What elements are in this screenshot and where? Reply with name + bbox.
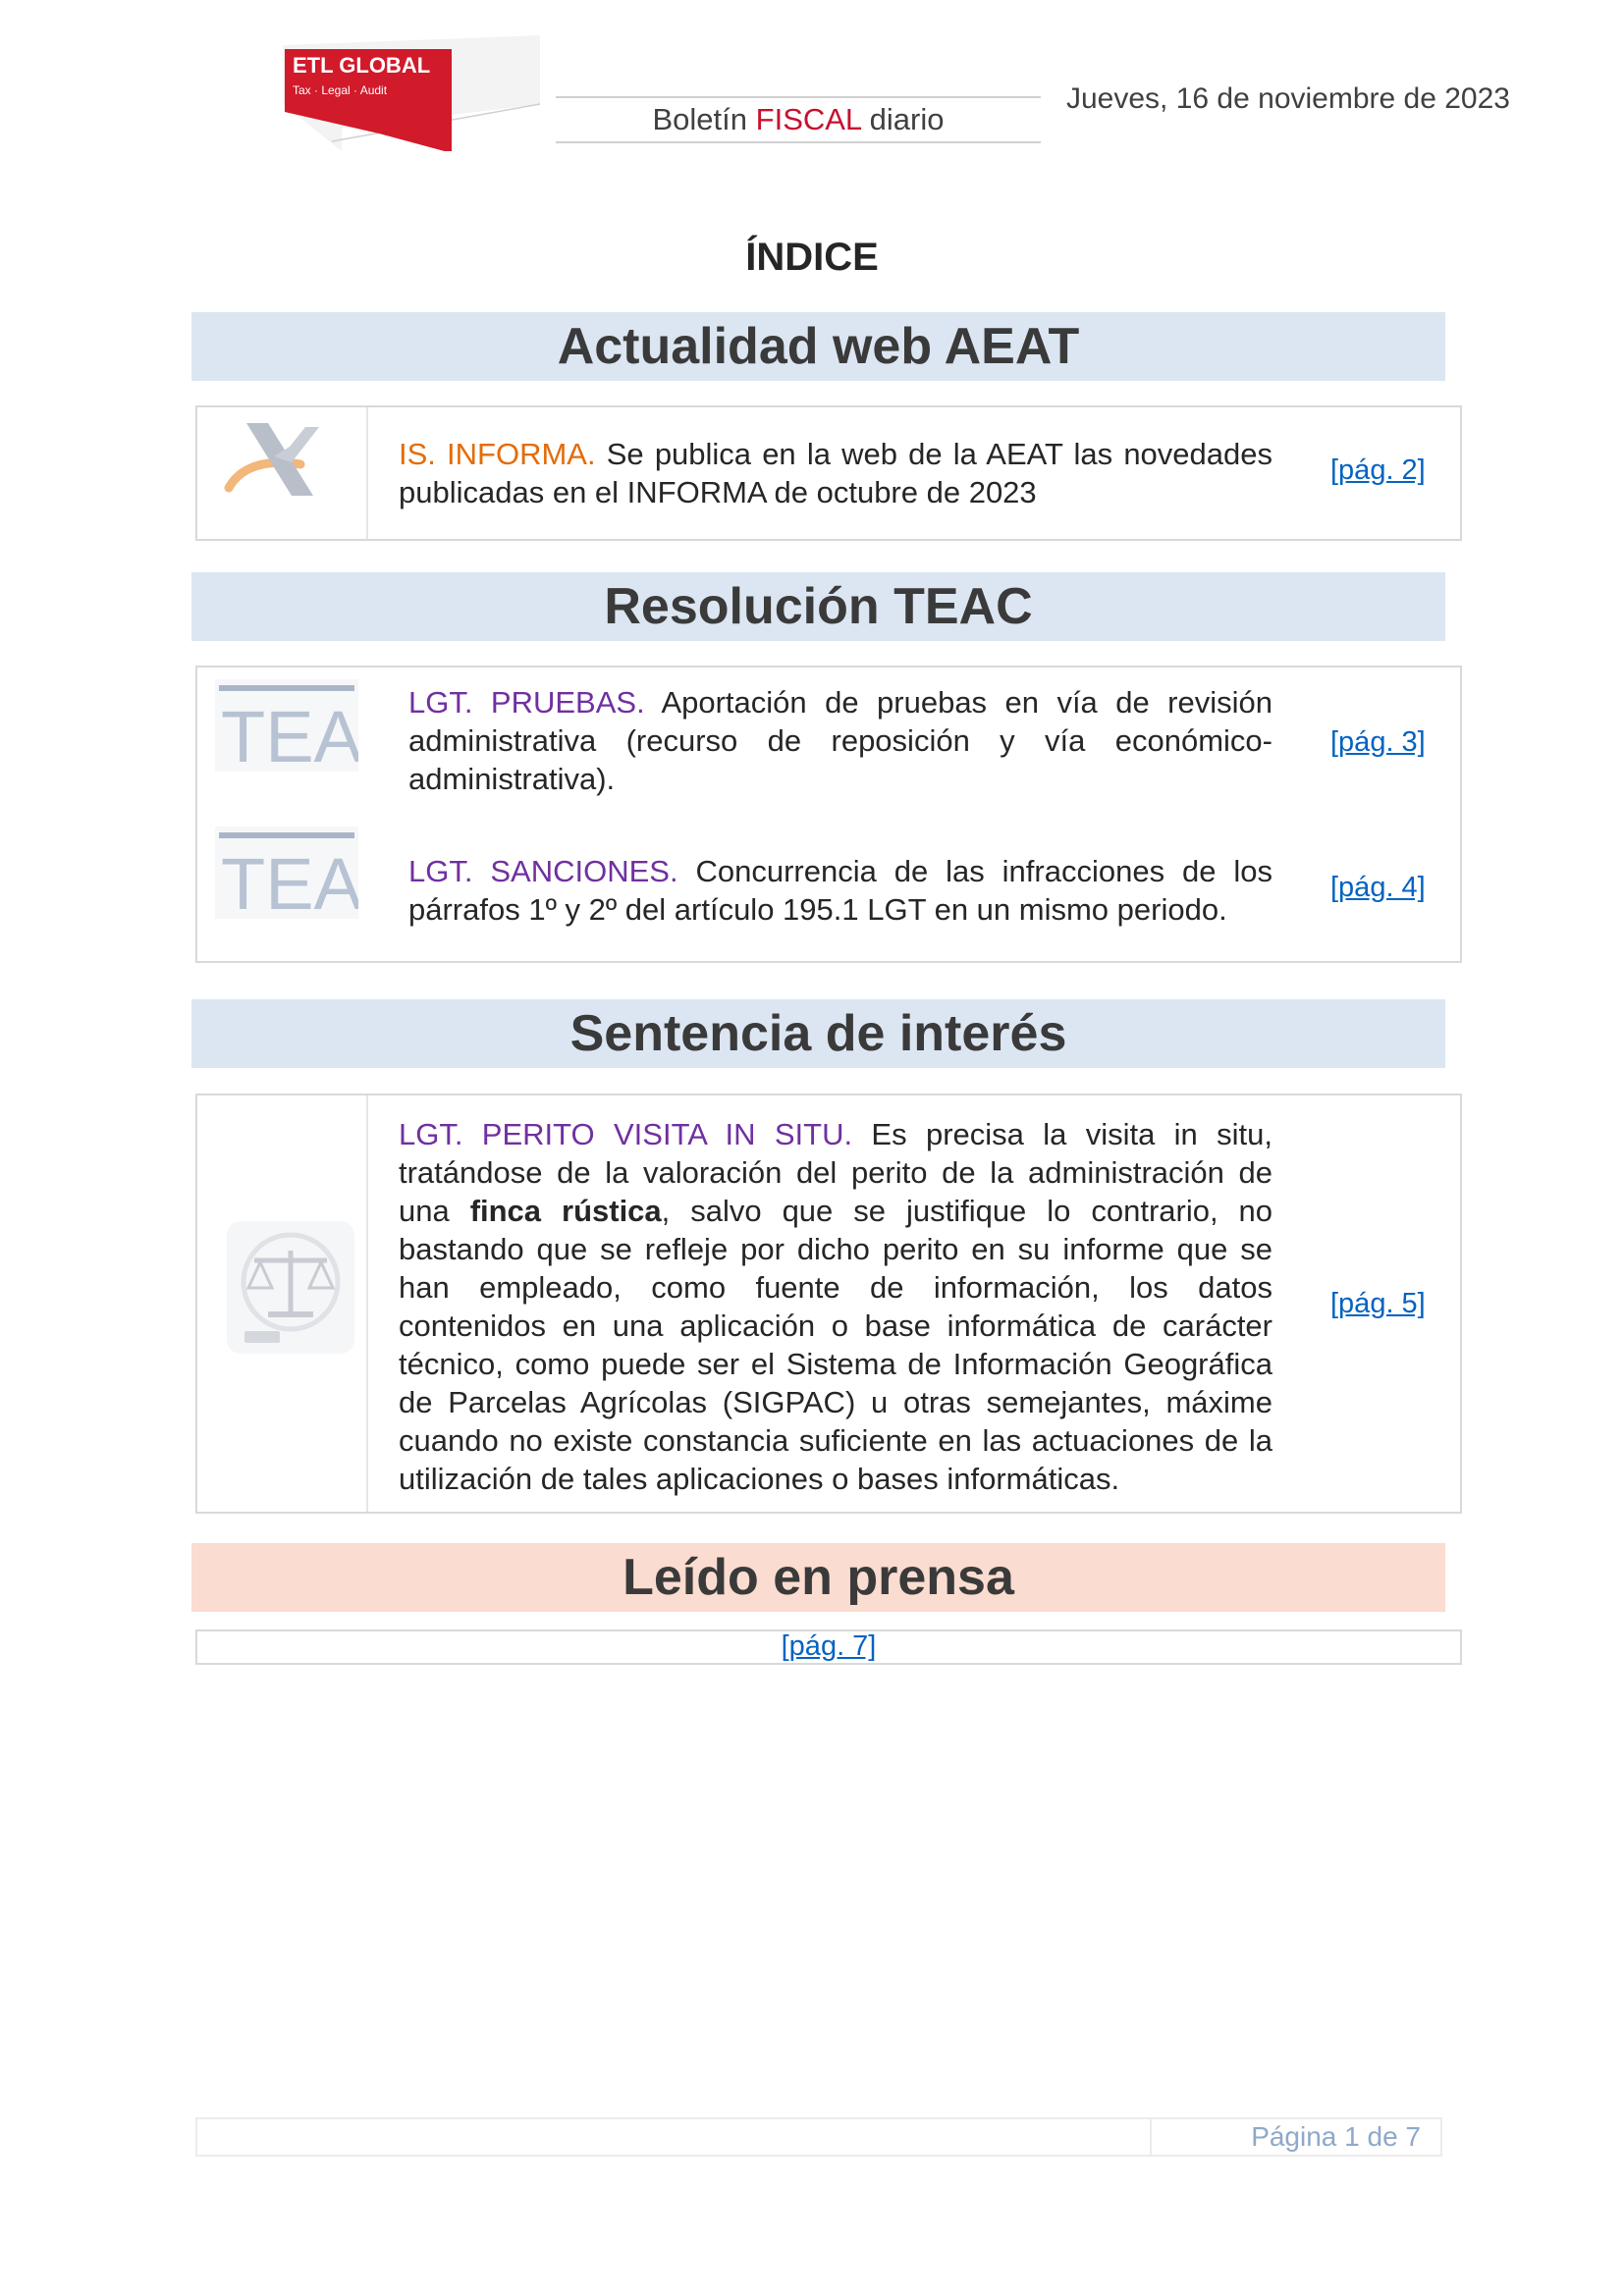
sentencia-text-before: Es precisa la visita in situ, tratándose de la valoración del perito de la administración de una bbox=[399, 1117, 1272, 1228]
bulletin-suffix: diario bbox=[869, 102, 945, 136]
logo-subtitle: Tax · Legal · Audit bbox=[293, 83, 388, 97]
bulletin-prefix: Boletín bbox=[652, 102, 748, 136]
aeat-item-text bbox=[399, 435, 1272, 511]
teac-sanciones-keyword: LGT. SANCIONES. bbox=[408, 854, 678, 888]
sentencia-box-divider bbox=[366, 1095, 368, 1512]
section-title-teac: Resolución TEAC bbox=[191, 572, 1445, 641]
sentencia-page-link[interactable]: [pág. 5] bbox=[1330, 1288, 1426, 1319]
svg-text:TEA: TEA bbox=[221, 843, 358, 919]
aeat-item-keyword: IS. INFORMA. bbox=[399, 437, 596, 471]
page-footer bbox=[195, 2117, 1442, 2157]
sentencia-box bbox=[195, 1094, 1462, 1514]
aeat-item-description: Se publica en la web de la AEAT las novedades publicadas en el INFORMA de octubre de 2023 bbox=[399, 437, 1272, 509]
bulletin-highlight: FISCAL bbox=[755, 102, 862, 136]
teac-item-sanciones bbox=[408, 852, 1272, 929]
teac-sanciones-description: Concurrencia de las infracciones de los párrafos 1º y 2º del artículo 195.1 LGT en un mismo periodo. bbox=[408, 854, 1272, 927]
sentencia-text-bold: finca rústica bbox=[469, 1194, 662, 1228]
sentencia-text-after: , salvo que se justifique lo contrario, no bastando que se refleje por dicho perito en su informe que se han empleado, como fuente de información, los datos contenidos en una aplicación o base informática de carácter técnico, como puede ser el Sistema de Información Geográfica de Parcelas Agrícolas (SIGPAC) u otras semejantes, máxime cuando no existe constancia suficiente en las actuaciones de la utilización de tales aplicaciones o bases informáticas. bbox=[399, 1194, 1273, 1496]
sentencia-item-text bbox=[399, 1115, 1272, 1498]
aeat-page-link[interactable]: [pág. 2] bbox=[1330, 454, 1426, 486]
prensa-box bbox=[195, 1629, 1462, 1665]
page-number: Página 1 de 7 bbox=[1251, 2121, 1421, 2152]
teac-pruebas-page-link[interactable]: [pág. 3] bbox=[1330, 726, 1426, 758]
index-title: ÍNDICE bbox=[745, 236, 879, 279]
teac-sanciones-page-link[interactable]: [pág. 4] bbox=[1330, 872, 1426, 903]
footer-divider bbox=[1150, 2119, 1152, 2155]
tea-logo-icon-2 bbox=[215, 827, 358, 924]
teac-item-pruebas bbox=[408, 683, 1272, 798]
etl-global-logo bbox=[283, 35, 542, 151]
teac-pruebas-description: Aportación de pruebas en vía de revisión administrativa (recurso de reposición y vía económico-administrativa). bbox=[408, 685, 1272, 796]
section-title-aeat: Actualidad web AEAT bbox=[191, 312, 1445, 381]
scales-of-justice-icon bbox=[227, 1221, 354, 1359]
sentencia-item-keyword: LGT. PERITO VISITA IN SITU. bbox=[399, 1117, 853, 1151]
tea-logo-icon bbox=[215, 679, 358, 776]
logo-text: ETL GLOBAL bbox=[293, 53, 431, 78]
section-title-sentencia: Sentencia de interés bbox=[191, 999, 1445, 1068]
svg-text:TEA: TEA bbox=[221, 696, 358, 772]
aeat-box-divider bbox=[366, 407, 368, 539]
section-title-prensa: Leído en prensa bbox=[191, 1543, 1445, 1612]
bulletin-date: Jueves, 16 de noviembre de 2023 bbox=[1066, 82, 1510, 115]
bulletin-title bbox=[556, 96, 1041, 143]
teac-box bbox=[195, 666, 1462, 963]
prensa-page-link[interactable]: [pág. 7] bbox=[781, 1630, 877, 1662]
aeat-box bbox=[195, 405, 1462, 541]
aeat-logo-icon bbox=[217, 417, 325, 515]
teac-pruebas-keyword: LGT. PRUEBAS. bbox=[408, 685, 645, 720]
